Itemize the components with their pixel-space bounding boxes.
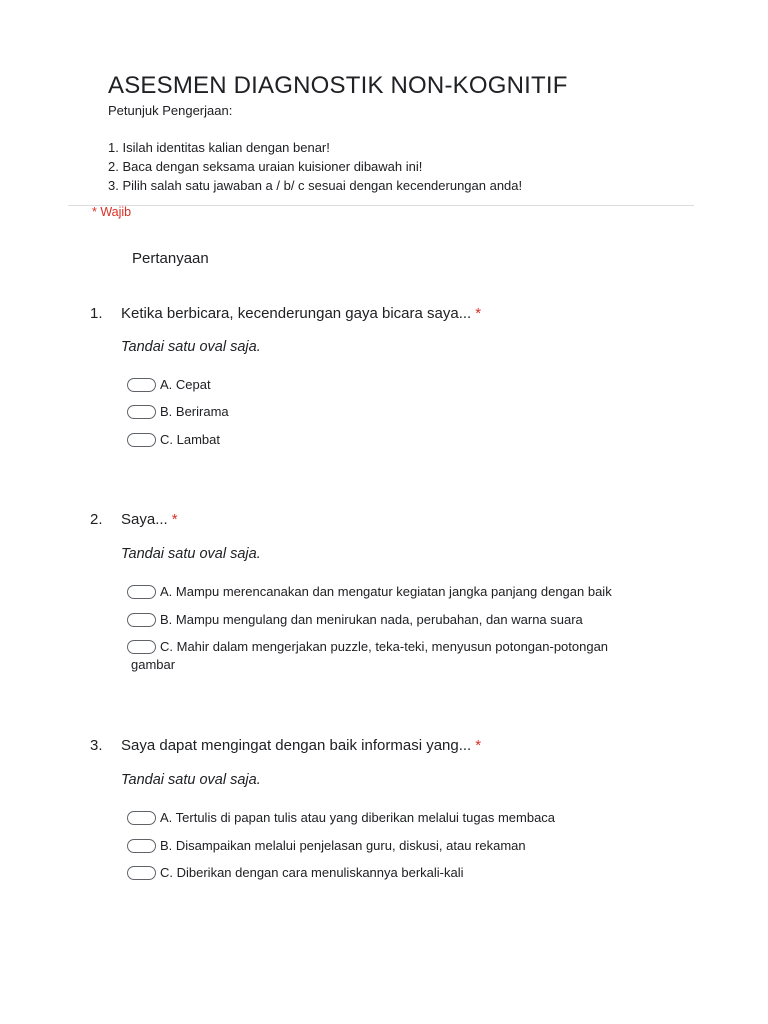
option-a[interactable]: A. Mampu merencanakan dan mengatur kegiatan jangka panjang dengan baik [127, 583, 667, 601]
option-c-continued: gambar [131, 657, 176, 672]
question-number: 2. [90, 511, 103, 528]
option-c[interactable]: C. Mahir dalam mengerjakan puzzle, teka-teki, menyusun potongan-potongan gambar [127, 638, 667, 674]
radio-oval[interactable] [127, 433, 156, 447]
instruction-item: 1. Isilah identitas kalian dengan benar! [108, 140, 330, 155]
form-title: ASESMEN DIAGNOSTIK NON-KOGNITIF [108, 72, 568, 99]
section-title: Pertanyaan [132, 250, 209, 267]
radio-oval[interactable] [127, 811, 156, 825]
question-number: 1. [90, 305, 103, 322]
radio-oval[interactable] [127, 839, 156, 853]
required-asterisk: * [475, 737, 482, 754]
required-note: * Wajib [92, 205, 132, 219]
option-a[interactable]: A. Tertulis di papan tulis atau yang diberikan melalui tugas membaca [127, 809, 667, 827]
radio-oval[interactable] [127, 378, 156, 392]
question-hint: Tandai satu oval saja. [121, 772, 261, 788]
option-b[interactable]: B. Disampaikan melalui penjelasan guru, diskusi, atau rekaman [127, 837, 667, 855]
option-c[interactable]: C. Lambat [127, 431, 667, 449]
option-b[interactable]: B. Mampu mengulang dan menirukan nada, perubahan, dan warna suara [127, 611, 667, 629]
radio-oval[interactable] [127, 866, 156, 880]
option-c[interactable]: C. Diberikan dengan cara menuliskannya berkali-kali [127, 864, 667, 882]
question-text: Saya... * [121, 511, 178, 528]
question-number: 3. [90, 737, 103, 754]
option-a[interactable]: A. Cepat [127, 376, 667, 394]
radio-oval[interactable] [127, 613, 156, 627]
header-divider [68, 205, 694, 206]
question-hint: Tandai satu oval saja. [121, 546, 261, 562]
option-b[interactable]: B. Berirama [127, 403, 667, 421]
radio-oval[interactable] [127, 640, 156, 654]
form-subtitle: Petunjuk Pengerjaan: [108, 103, 233, 118]
question-text: Ketika berbicara, kecenderungan gaya bicara saya... * [121, 305, 482, 322]
instructions-list [108, 138, 522, 195]
question-text: Saya dapat mengingat dengan baik informasi yang... * [121, 737, 482, 754]
required-asterisk: * [475, 305, 482, 322]
required-asterisk: * [171, 511, 178, 528]
instruction-item: 3. Pilih salah satu jawaban a / b/ c sesuai dengan kecenderungan anda! [108, 178, 523, 193]
instruction-item: 2. Baca dengan seksama uraian kuisioner dibawah ini! [108, 159, 423, 174]
radio-oval[interactable] [127, 405, 156, 419]
radio-oval[interactable] [127, 585, 156, 599]
question-hint: Tandai satu oval saja. [121, 339, 261, 355]
